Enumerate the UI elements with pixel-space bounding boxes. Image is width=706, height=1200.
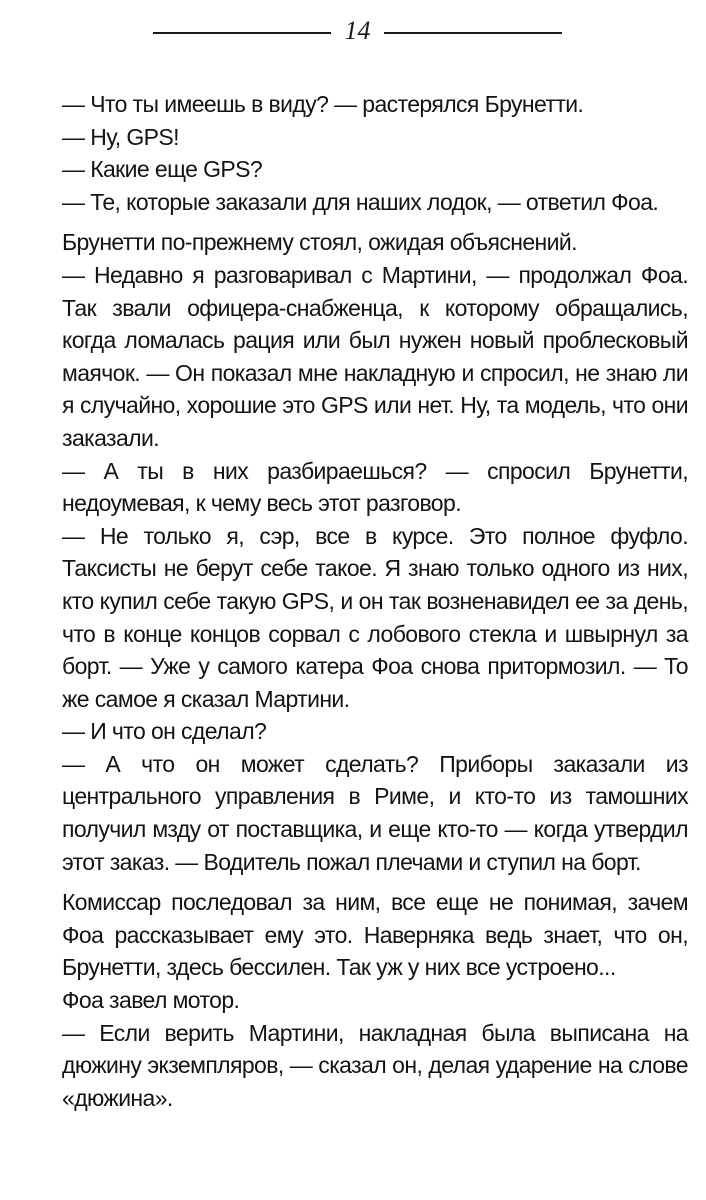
page-header bbox=[0, 14, 706, 48]
paragraph: — Те, которые заказали для наших лодок, — ответил Фоа. bbox=[62, 188, 659, 215]
paragraph: — А ты в них разбираешься? — спросил Брунетти, недоумевая, к чему весь этот разговор. bbox=[62, 457, 688, 517]
body-text bbox=[62, 88, 688, 1114]
paragraph: Комиссар последовал за ним, все еще не понимая, зачем Фоа рассказывает ему это. Наверняка ведь знает, что он, Брунетти, здесь бессилен. Так уж у них все устроено... bbox=[62, 889, 688, 981]
paragraph: Фоа завел мотор. bbox=[62, 987, 240, 1014]
paragraph: — Ну, GPS! bbox=[62, 123, 179, 150]
paragraph: — Какие еще GPS? bbox=[62, 156, 263, 183]
paragraph: — Недавно я разговаривал с Мартини, — продолжал Фоа. Так звали офицера-снабженца, к которому обращались, когда ломалась рация или был нужен новый проблесковый маячок. — Он показал мне накладную и спросил, не знаю ли я случайно, хорошие это GPS или нет. Ну, та модель, что они заказали. bbox=[62, 261, 688, 451]
paragraph: — А что он может сделать? Приборы заказали из центрального управления в Риме, и кто-то из тамошних получил мзду от поставщика, и еще кто-то — когда утвердил этот заказ. — Водитель пожал плечами и ступил на борт. bbox=[62, 750, 688, 875]
paragraph: — Если верить Мартини, накладная была выписана на дюжину экземпляров, — сказал он, делая ударение на слове «дюжина». bbox=[62, 1019, 688, 1111]
paragraph: Брунетти по-прежнему стоял, ожидая объяснений. bbox=[62, 229, 577, 256]
paragraph: — Что ты имеешь в виду? — растерялся Брунетти. bbox=[62, 91, 584, 117]
header-rule-right bbox=[384, 32, 562, 34]
page-number: 14 bbox=[344, 16, 371, 45]
paragraph: — Не только я, сэр, все в курсе. Это полное фуфло. Таксисты не берут себе такое. Я знаю только одного из них, кто купил себе такую GPS, и он так возненавидел ее за день, что в конце концов сорвал с лобового стекла и швырнул за борт. — Уже у самого катера Фоа снова притормозил. — То же самое я сказал Мартини. bbox=[62, 522, 688, 712]
paragraph: — И что он сделал? bbox=[62, 718, 267, 745]
header-rule-left bbox=[153, 32, 331, 34]
